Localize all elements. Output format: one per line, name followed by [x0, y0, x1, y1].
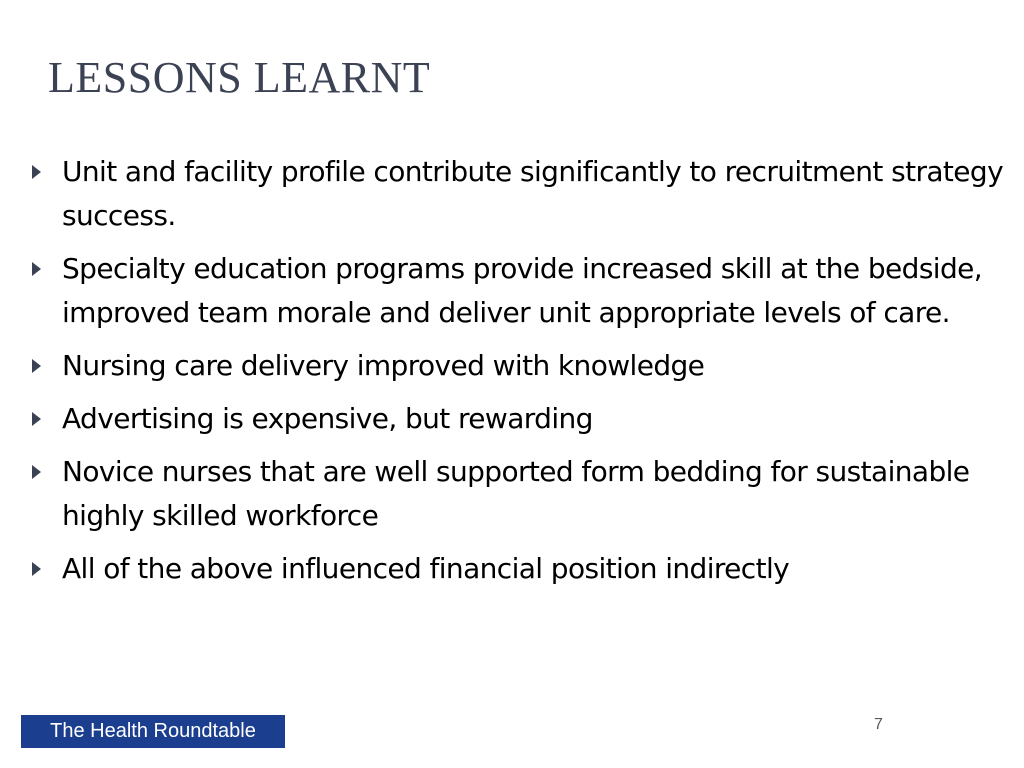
brand-logo: The Health Roundtable: [21, 715, 285, 748]
triangle-right-icon: [32, 465, 41, 479]
bullet-text: Novice nurses that are well supported form bedding for sustainable highly skilled workforce: [62, 455, 970, 532]
bullet-item: [30, 344, 1005, 388]
triangle-right-icon: [32, 412, 41, 426]
triangle-right-icon: [32, 165, 41, 179]
triangle-right-icon: [32, 359, 41, 373]
bullet-list: [30, 150, 1005, 600]
bullet-item: [30, 247, 1005, 335]
bullet-text: Specialty education programs provide increased skill at the bedside, improved team morale and deliver unit appropriate levels of care.: [62, 252, 983, 329]
triangle-right-icon: [32, 562, 41, 576]
bullet-item: [30, 547, 1005, 591]
bullet-text: Advertising is expensive, but rewarding: [62, 402, 593, 435]
bullet-text: Nursing care delivery improved with knowledge: [62, 349, 705, 382]
bullet-text: Unit and facility profile contribute significantly to recruitment strategy success.: [62, 155, 1004, 232]
triangle-right-icon: [32, 262, 41, 276]
bullet-item: [30, 397, 1005, 441]
bullet-item: [30, 450, 1005, 538]
slide-title: LESSONS LEARNT: [48, 53, 431, 102]
page-number: 7: [874, 716, 883, 733]
bullet-item: [30, 150, 1005, 238]
bullet-text: All of the above influenced financial position indirectly: [62, 552, 790, 585]
